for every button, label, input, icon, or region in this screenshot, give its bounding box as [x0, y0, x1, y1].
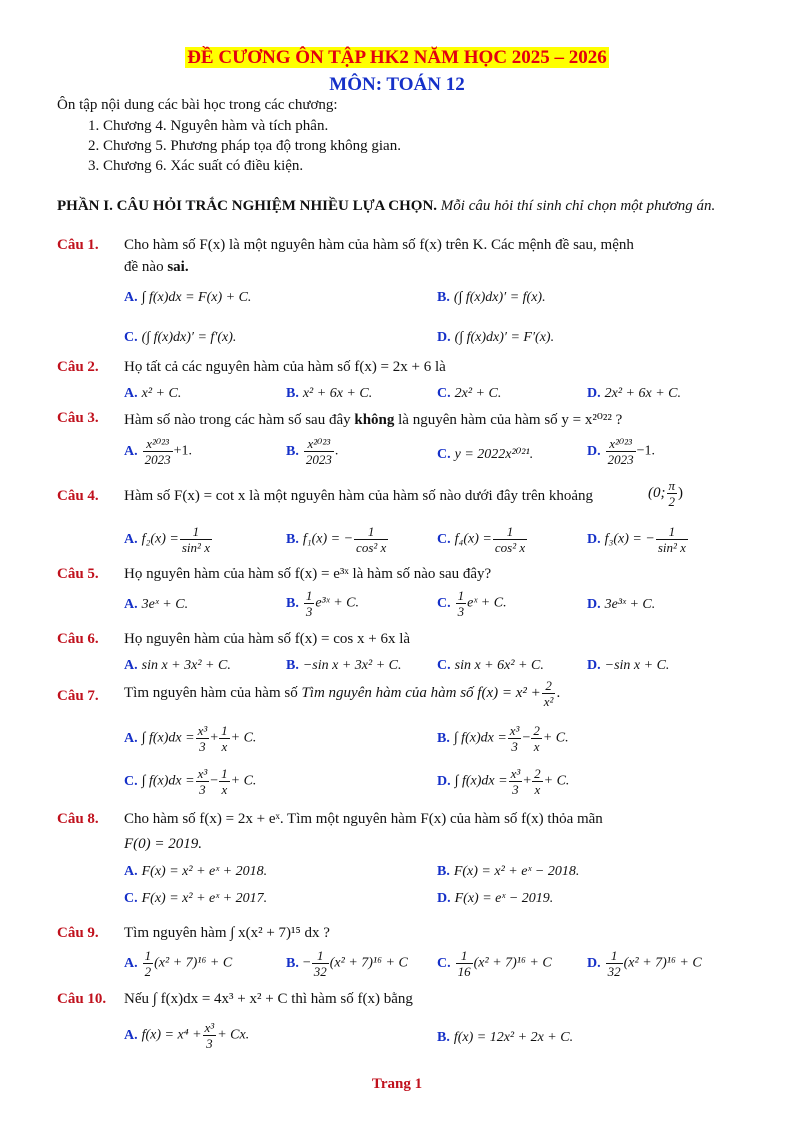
intro-text: Ôn tập nội dung các bài học trong các chương: [57, 97, 338, 113]
question-text: Hàm số F(x) = cot x là một nguyên hàm của hàm số nào dưới đây trên khoảng [124, 488, 594, 504]
question-number: Câu 8. [57, 811, 99, 827]
question-text: Hàm số nào trong các hàm số sau đây không là nguyên hàm của hàm số y = x²⁰²² ? [124, 412, 623, 428]
option-a[interactable]: A. 3eˣ + C. [124, 597, 189, 612]
option-b[interactable]: B. f(x) = 12x² + 2x + C. [437, 1030, 574, 1045]
option-c[interactable]: C. 2x² + C. [437, 386, 502, 401]
option-b[interactable]: B. − $\frac{1}{32}$ (x² + 7)¹⁶ + C [286, 948, 408, 979]
option-c[interactable]: C. $\frac{1}{3}$ eˣ + C. [437, 588, 507, 619]
option-a[interactable]: A. $\frac{\text{x²⁰²³}}{2023}$ +1. [124, 436, 193, 467]
option-a[interactable]: A. x² + C. [124, 386, 182, 401]
question-text: Cho hàm số F(x) là một nguyên hàm của hàm số f(x) trên K. Các mệnh đề sau, mệnh [124, 237, 634, 253]
question-number: Câu 7. [57, 688, 99, 704]
option-a[interactable]: A. f(x) = x⁴ + $\frac{\text{x³}}{3}$ + Cx. [124, 1020, 250, 1051]
option-d[interactable]: D. −sin x + C. [587, 658, 670, 673]
question-interval: (0; $\frac{\pi}{2}$ ) [648, 478, 684, 509]
question-text: Họ nguyên hàm của hàm số f(x) = cos x + 6x là [124, 631, 411, 647]
question-number: Câu 1. [57, 237, 99, 253]
option-a[interactable]: A. ∫ f(x)dx = F(x) + C. [124, 290, 252, 305]
option-d[interactable]: D. $\frac{1}{32}$ (x² + 7)¹⁶ + C [587, 948, 702, 979]
option-a[interactable]: A. f₂(x) = $\frac{1}{\text{sin² x}}$ [124, 524, 210, 555]
option-b[interactable]: B. $\frac{1}{3}$ e³ˣ + C. [286, 588, 359, 619]
option-c[interactable]: C. (∫ f(x)dx)′ = f′(x). [124, 330, 237, 345]
option-c[interactable]: C. $\frac{1}{16}$ (x² + 7)¹⁶ + C [437, 948, 552, 979]
option-c[interactable]: C. y = 2022x²⁰²¹. [437, 447, 534, 462]
question-text: Tìm nguyên hàm ∫ x(x² + 7)¹⁵ dx ? [124, 925, 330, 941]
chapter-item: 1. Chương 4. Nguyên hàm và tích phân. [88, 118, 329, 134]
option-a[interactable]: A. sin x + 3x² + C. [124, 658, 231, 673]
document-title: ĐỀ CƯƠNG ÔN TẬP HK2 NĂM HỌC 2025 – 2026 [187, 47, 607, 68]
question-number: Câu 5. [57, 566, 99, 582]
option-a[interactable]: A. F(x) = x² + eˣ + 2018. [124, 864, 268, 879]
option-d[interactable]: D. $\frac{\text{x²⁰²³}}{2023}$ −1. [587, 436, 656, 467]
question-number: Câu 4. [57, 488, 99, 504]
option-b[interactable]: B. ∫ f(x)dx = $\frac{\text{x³}}{3}$ − $\frac{2}{x}$ + C. [437, 723, 569, 754]
chapter-item: 2. Chương 5. Phương pháp tọa độ trong không gian. [88, 138, 401, 154]
option-d[interactable]: D. (∫ f(x)dx)′ = F′(x). [437, 330, 555, 345]
part-heading: PHẦN I. CÂU HỎI TRẮC NGHIỆM NHIỀU LỰA CHỌN. Mỗi câu hỏi thí sinh chỉ chọn một phương án. [57, 198, 716, 214]
option-b[interactable]: B. (∫ f(x)dx)′ = f(x). [437, 290, 546, 305]
option-c[interactable]: C. sin x + 6x² + C. [437, 658, 544, 673]
option-b[interactable]: B. F(x) = x² + eˣ − 2018. [437, 864, 580, 879]
question-text: Họ tất cả các nguyên hàm của hàm số f(x) = 2x + 6 là [124, 359, 446, 375]
option-a[interactable]: A. $\frac{1}{2}$ (x² + 7)¹⁶ + C [124, 948, 233, 979]
option-d[interactable]: D. f₃(x) = − $\frac{1}{\text{sin² x}}$ [587, 524, 686, 555]
question-number: Câu 10. [57, 991, 107, 1007]
question-text: đề nào sai. [124, 259, 189, 275]
option-d[interactable]: D. 3e³ˣ + C. [587, 597, 656, 612]
option-c[interactable]: C. f₄(x) = $\frac{1}{\text{cos² x}}$ [437, 524, 526, 555]
question-number: Câu 9. [57, 925, 99, 941]
question-text: Tìm nguyên hàm của hàm số Tìm nguyên hàm của hàm số f(x) = x² + $\frac{2}{\text{x²}}$ . [124, 678, 561, 709]
option-d[interactable]: D. ∫ f(x)dx = $\frac{\text{x³}}{3}$ + $\frac{2}{x}$ + C. [437, 766, 570, 797]
chapter-item: 3. Chương 6. Xác suất có điều kiện. [88, 158, 304, 174]
question-number: Câu 3. [57, 410, 99, 426]
option-b[interactable]: B. −sin x + 3x² + C. [286, 658, 402, 673]
option-b[interactable]: B. x² + 6x + C. [286, 386, 373, 401]
question-text: Họ nguyên hàm của hàm số f(x) = e³ˣ là hàm số nào sau đây? [124, 566, 492, 582]
question-text: F(0) = 2019. [124, 836, 203, 852]
subject-title: MÔN: TOÁN 12 [329, 74, 465, 95]
question-text: Cho hàm số f(x) = 2x + eˣ. Tìm một nguyên hàm F(x) của hàm số f(x) thỏa mãn [124, 811, 603, 827]
question-number: Câu 2. [57, 359, 99, 375]
option-a[interactable]: A. ∫ f(x)dx = $\frac{\text{x³}}{3}$ + $\frac{1}{x}$ + C. [124, 723, 257, 754]
option-d[interactable]: D. 2x² + 6x + C. [587, 386, 681, 401]
option-c[interactable]: C. F(x) = x² + eˣ + 2017. [124, 891, 268, 906]
page-number: Trang 1 [371, 1076, 423, 1092]
option-c[interactable]: C. ∫ f(x)dx = $\frac{\text{x³}}{3}$ − $\frac{1}{x}$ + C. [124, 766, 257, 797]
option-d[interactable]: D. F(x) = eˣ − 2019. [437, 891, 554, 906]
question-text: Nếu ∫ f(x)dx = 4x³ + x² + C thì hàm số f(x) bằng [124, 991, 413, 1007]
option-b[interactable]: B. f₁(x) = − $\frac{1}{\text{cos² x}}$ [286, 524, 387, 555]
option-b[interactable]: B. $\frac{\text{x²⁰²³}}{2023}$ . [286, 436, 339, 467]
question-number: Câu 6. [57, 631, 99, 647]
